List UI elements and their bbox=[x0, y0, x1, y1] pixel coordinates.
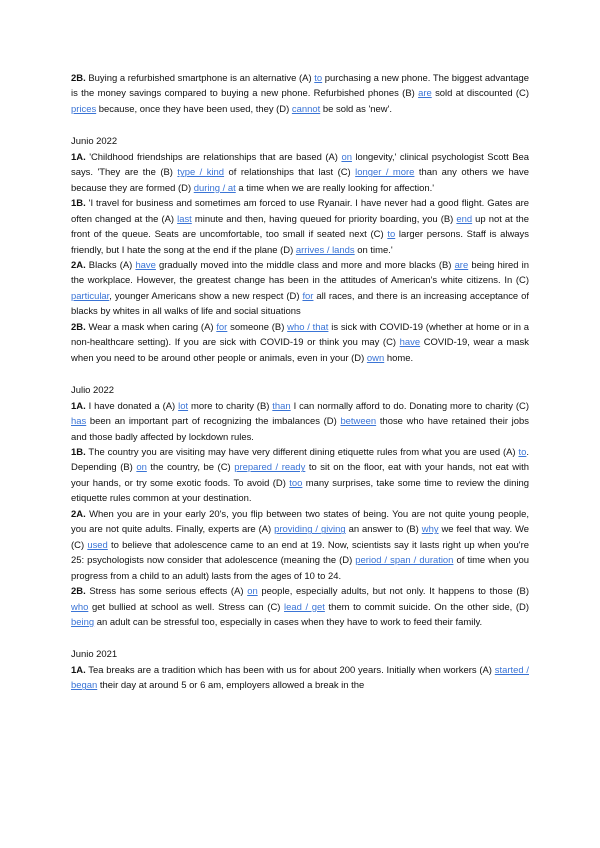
exercise-label: 2B. bbox=[71, 73, 86, 84]
answer-fill: why bbox=[421, 524, 439, 536]
text-segment: purchasing a new phone. The biggest advantage is the money savings compared to buying a new phone. Refurbished phones (B) bbox=[71, 73, 529, 100]
answer-fill: to bbox=[387, 229, 396, 241]
answer-fill: during / at bbox=[193, 182, 236, 194]
answer-fill: on bbox=[247, 586, 258, 598]
text-segment: all races, and there is an increasing acceptance of blacks by whites in all walks of life and social situations bbox=[71, 290, 529, 318]
exercise-label: 1A. bbox=[71, 400, 86, 412]
answer-fill: on bbox=[341, 151, 352, 163]
exercise-paragraph bbox=[71, 150, 529, 196]
text-segment: because, once they have been used, they (D) bbox=[96, 103, 292, 115]
text-segment: I have donated a (A) bbox=[85, 400, 179, 412]
text-segment: people, especially adults, but not only. It happens to those (B) bbox=[257, 586, 529, 598]
text-segment: When you are in your early 20's, you flip between two states of being. You are not quite young people, you are not quite adults. Finally, experts are (A) bbox=[71, 508, 529, 536]
text-segment: someone (B) bbox=[227, 321, 288, 333]
document-body bbox=[71, 71, 529, 694]
answer-fill: arrives / lands bbox=[295, 244, 355, 256]
exercise-label: 2A. bbox=[71, 508, 86, 520]
answer-fill: on bbox=[136, 462, 147, 474]
text-segment: been an important part of recognizing the imbalances (D) bbox=[86, 416, 341, 428]
text-segment: COVID-19, wear a mask when you need to be around other people or animals, even in your (D) bbox=[71, 337, 529, 364]
text-segment: is sick with COVID-19 (whether at home or in a non-healthcare setting). If you are sick with COVID-19 or think you may (C) bbox=[71, 321, 529, 349]
text-segment: , younger Americans show a new respect (D) bbox=[109, 290, 303, 302]
text-segment: many surprises, take some time to review the dining etiquette rules common at your destination. bbox=[71, 477, 529, 505]
text-segment: Stress has some serious effects (A) bbox=[85, 586, 248, 598]
text-segment: more to charity (B) bbox=[188, 400, 273, 412]
text-segment: those who have retained their jobs and those badly affected by lockdown rules. bbox=[71, 416, 529, 443]
answer-fill: own bbox=[366, 352, 385, 364]
answer-fill: have bbox=[135, 259, 156, 271]
answer-fill: have bbox=[399, 337, 421, 349]
answer-fill: who bbox=[71, 601, 89, 613]
text-segment: we feel that way. We (C) bbox=[71, 524, 529, 551]
answer-fill: for bbox=[216, 321, 228, 333]
text-segment: 'Childhood friendships are relationships that are based (A) bbox=[85, 151, 342, 163]
answer-fill: than bbox=[272, 400, 291, 412]
exercise-label: 1B. bbox=[71, 446, 86, 458]
answer-fill: lead / get bbox=[284, 601, 325, 613]
text-segment: Tea breaks are a tradition which has been with us for about 200 years. Initially when workers (A) bbox=[85, 664, 495, 676]
exercise-label: 1A. bbox=[71, 664, 86, 676]
answer-fill: prepared / ready bbox=[234, 462, 306, 474]
exercise-paragraph bbox=[71, 258, 529, 320]
answer-fill: being bbox=[71, 616, 95, 628]
exercise-label: 2B. bbox=[71, 321, 86, 333]
text-segment: an answer to (B) bbox=[345, 524, 422, 536]
answer-fill: started / began bbox=[71, 664, 529, 692]
text-segment: I can normally afford to do. Donating more to charity (C) bbox=[290, 400, 530, 412]
text-segment: being hired in the workplace. However, the greatest change has been in the attitudes of American's white citizens. In (C) bbox=[71, 259, 529, 287]
answer-fill: particular bbox=[71, 290, 110, 302]
answer-fill: are bbox=[454, 259, 469, 271]
answer-fill: cannot bbox=[291, 103, 321, 115]
exercise-label: 2B. bbox=[71, 586, 86, 598]
answer-fill: lot bbox=[178, 400, 189, 412]
answer-fill: between bbox=[340, 416, 377, 428]
exercise-paragraph bbox=[71, 71, 529, 117]
exercise-paragraph bbox=[71, 584, 529, 630]
answer-fill: period / span / duration bbox=[355, 555, 454, 567]
answer-fill: type / kind bbox=[177, 167, 225, 179]
text-segment: get bullied at school as well. Stress can (C) bbox=[88, 601, 285, 613]
answer-fill: last bbox=[177, 213, 192, 225]
answer-fill: used bbox=[87, 539, 108, 551]
exercise-paragraph bbox=[71, 663, 529, 694]
section-heading: Junio 2022 bbox=[71, 136, 118, 148]
section-heading: Julio 2022 bbox=[71, 385, 115, 397]
text-segment: sold at discounted (C) bbox=[431, 88, 529, 100]
exercise-paragraph bbox=[71, 320, 529, 366]
answer-fill: to bbox=[518, 446, 527, 458]
answer-fill: who / that bbox=[287, 321, 329, 333]
text-segment: on time.' bbox=[354, 244, 393, 256]
text-segment: to sit on the floor, eat with your hands, not eat with your hands, or try some exotic foods. To avoid (D) bbox=[71, 462, 529, 489]
text-segment: of time when you progress from a child to an adult) lasts from the ages of 10 to 24. bbox=[71, 555, 530, 582]
answer-fill: to bbox=[314, 73, 323, 84]
text-segment: a time when we are really looking for affection.' bbox=[235, 182, 435, 194]
exercise-label: 1A. bbox=[71, 151, 86, 163]
exercise-paragraph bbox=[71, 445, 529, 507]
answer-fill: has bbox=[71, 416, 87, 428]
exercise-label: 2A. bbox=[71, 259, 86, 271]
exercise-paragraph bbox=[71, 196, 529, 258]
text-segment: their day at around 5 or 6 am, employers allowed a break in the bbox=[97, 680, 365, 692]
answer-fill: too bbox=[289, 477, 303, 489]
text-segment: gradually moved into the middle class and more and more blacks (B) bbox=[155, 259, 455, 271]
text-segment: an adult can be stressful too, especially in cases when they have to work to feed their family. bbox=[94, 616, 483, 628]
text-segment: larger persons. Staff is always friendly, but I hate the song at the end if the plane (D) bbox=[71, 229, 529, 256]
answer-fill: for bbox=[302, 290, 314, 302]
text-segment: Blacks (A) bbox=[85, 259, 136, 271]
text-segment: be sold as 'new'. bbox=[320, 103, 393, 115]
answer-fill: end bbox=[456, 213, 473, 225]
exercise-paragraph bbox=[71, 399, 529, 445]
answer-fill: providing / giving bbox=[274, 524, 346, 536]
text-segment: 'I travel for business and sometimes am forced to use Ryanair. I have never had a good flight. Gates are often changed at the (A) bbox=[71, 198, 529, 225]
exercise-paragraph bbox=[71, 507, 529, 584]
answer-fill: longer / more bbox=[355, 167, 415, 179]
answer-fill: are bbox=[418, 88, 432, 100]
text-segment: than any others we have because they are formed (D) bbox=[71, 167, 529, 194]
text-segment: of relationships that last (C) bbox=[224, 167, 356, 179]
text-segment: The country you are visiting may have very different dining etiquette rules from what you are used (A) bbox=[85, 446, 519, 458]
answer-fill: prices bbox=[71, 103, 97, 115]
text-segment: them to commit suicide. On the other side, (D) bbox=[324, 601, 529, 613]
text-segment: to believe that adolescence came to an end at 19. Now, scientists say it lasts right up when you're 25: psychologists now consider that adolescence (meaning the (D) bbox=[71, 539, 529, 567]
text-segment: longevity,' clinical psychologist Scott Bea says. 'They are the (B) bbox=[71, 151, 529, 179]
exercise-label: 1B. bbox=[71, 198, 86, 210]
text-segment: home. bbox=[384, 352, 414, 364]
text-segment: Buying a refurbished smartphone is an alternative (A) bbox=[85, 73, 315, 84]
text-segment: . Depending (B) bbox=[71, 446, 529, 474]
text-segment: minute and then, having queued for priority boarding, you (B) bbox=[191, 213, 457, 225]
text-segment: Wear a mask when caring (A) bbox=[85, 321, 217, 333]
text-segment: the country, be (C) bbox=[146, 462, 235, 474]
text-segment: up not at the front of the queue. Seats are uncomfortable, too small if seated next (C) bbox=[71, 213, 529, 241]
section-heading: Junio 2021 bbox=[71, 649, 118, 661]
